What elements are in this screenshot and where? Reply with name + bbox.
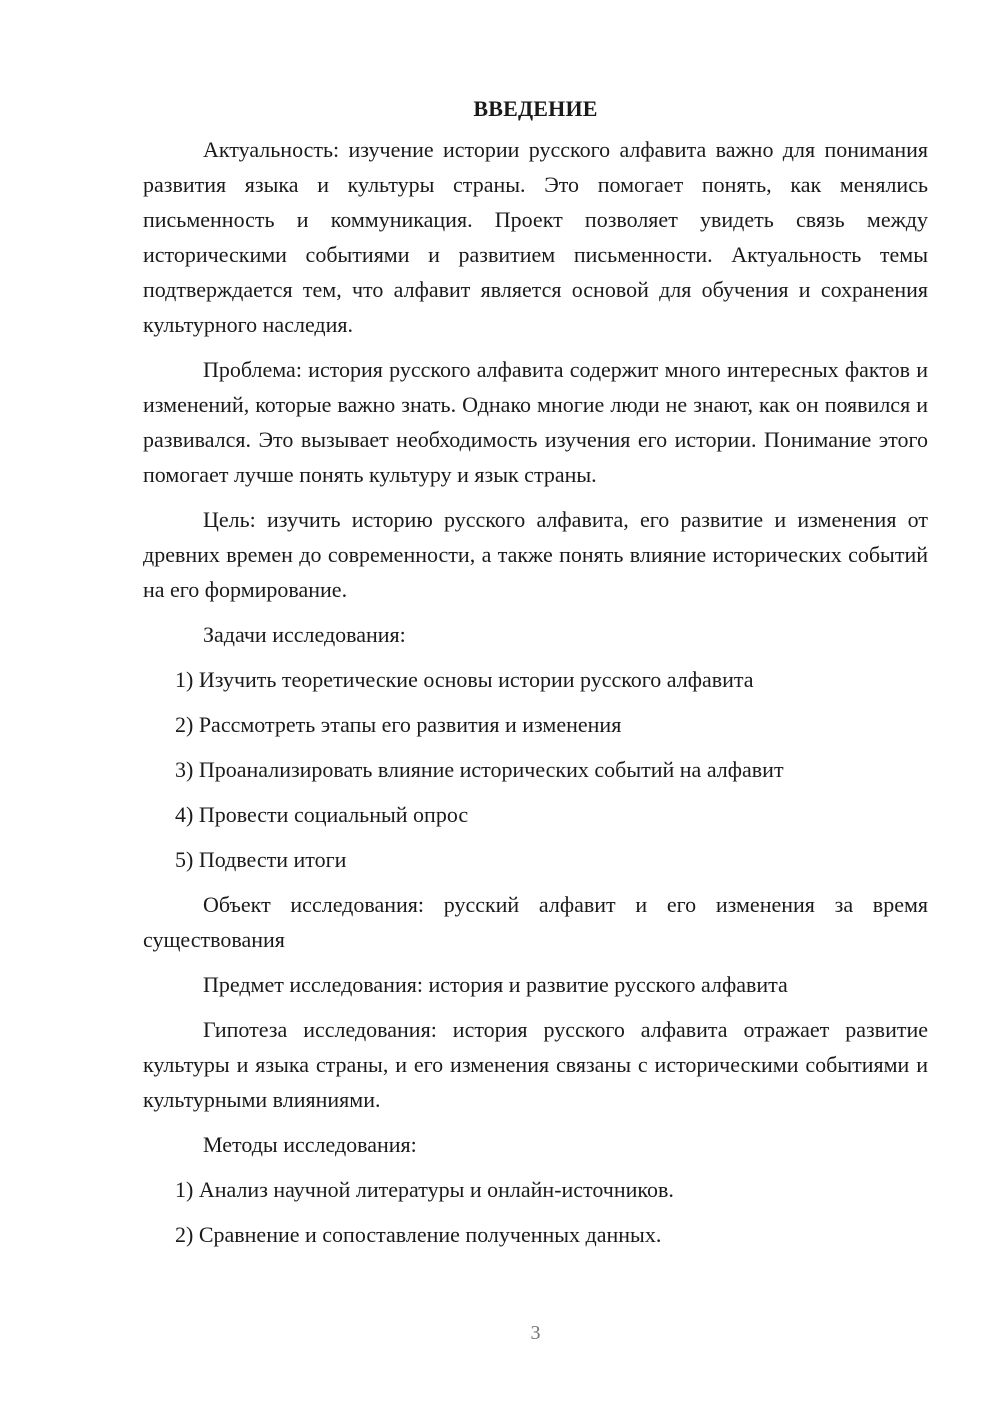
task-item: 3) Проанализировать влияние исторических событий на алфавит xyxy=(175,757,784,782)
method-item: 1) Анализ научной литературы и онлайн-источников. xyxy=(175,1177,674,1202)
section-title: ВВЕДЕНИЕ xyxy=(473,96,598,121)
goal-paragraph: Цель: изучить историю русского алфавита, его развитие и изменения от древних времен до современности, а также понять влияние исторических событий на его формирование. xyxy=(143,507,928,602)
relevance-paragraph: Актуальность: изучение истории русского алфавита важно для понимания развития языка и культуры страны. Это помогает понять, как менялись письменность и коммуникация. Проект позволяет увидеть связь между историческими событиями и развитием письменности. Актуальность темы подтверждается тем, что алфавит является основой для обучения и сохранения культурного наследия. xyxy=(143,137,928,337)
task-item: 5) Подвести итоги xyxy=(175,847,347,872)
task-item: 4) Провести социальный опрос xyxy=(175,802,469,827)
page-number: 3 xyxy=(530,1322,541,1344)
method-item: 2) Сравнение и сопоставление полученных данных. xyxy=(175,1222,662,1247)
tasks-heading: Задачи исследования: xyxy=(203,622,406,647)
methods-heading: Методы исследования: xyxy=(203,1132,417,1157)
document-page xyxy=(143,92,928,1262)
object-paragraph: Объект исследования: русский алфавит и его изменения за время существования xyxy=(143,892,928,952)
problem-paragraph: Проблема: история русского алфавита содержит много интересных фактов и изменений, которые важно знать. Однако многие люди не знают, как он появился и развивался. Это вызывает необходимость изучения его истории. Понимание этого помогает лучше понять культуру и язык страны. xyxy=(143,357,928,487)
hypothesis-paragraph: Гипотеза исследования: история русского алфавита отражает развитие культуры и языка страны, и его изменения связаны с историческими событиями и культурными влияниями. xyxy=(143,1017,928,1112)
task-item: 1) Изучить теоретические основы истории русского алфавита xyxy=(175,667,754,692)
subject-paragraph: Предмет исследования: история и развитие русского алфавита xyxy=(203,972,788,997)
task-item: 2) Рассмотреть этапы его развития и изменения xyxy=(175,712,622,737)
